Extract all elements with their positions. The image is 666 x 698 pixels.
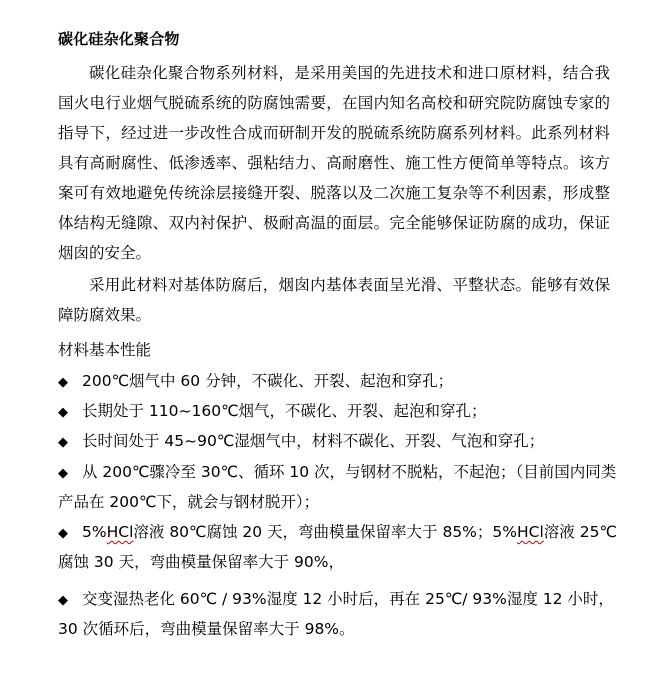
spellcheck-flagged-word: HCl	[106, 523, 134, 541]
bullet-item	[58, 585, 618, 644]
bullet-text-part: 5%	[82, 523, 107, 541]
bullet-text-part: 溶液 25℃腐蚀 30 天，弯曲模量保留率大于 90%，	[58, 523, 617, 571]
diamond-bullet-icon: ◆	[58, 375, 68, 390]
section-title: 材料基本性能	[58, 341, 152, 359]
diamond-bullet-icon: ◆	[58, 405, 68, 420]
bullet-text: 长期处于 110~160℃烟气，不碳化、开裂、起泡和穿孔；	[82, 402, 487, 420]
effect-paragraph: 采用此材料对基体防腐后，烟囱内基体表面呈光滑、平整状态。能够有效保障防腐效果。	[58, 276, 610, 324]
diamond-bullet-icon: ◆	[58, 435, 68, 450]
bullet-item	[58, 458, 618, 517]
bullet-item	[58, 518, 618, 577]
bullet-text: 长时间处于 45~90℃湿烟气中，材料不碳化、开裂、气泡和穿孔；	[82, 432, 545, 450]
bullet-item	[58, 427, 618, 457]
spellcheck-flagged-word: HCl	[517, 523, 544, 541]
bullet-item	[58, 397, 618, 427]
intro-paragraph: 碳化硅杂化聚合物系列材料，是采用美国的先进技术和进口原材料，结合我国火电行业烟气脱硫系统的防腐蚀需要，在国内知名高校和研究院防腐蚀专家的指导下，经过进一步改性合成而研制开发的脱硫系统防腐系列材料。此系列材料具有高耐腐性、低渗透率、强粘结力、高耐磨性、施工性方便简单等特点。该方案可有效地避免传统涂层接缝开裂、脱落以及二次施工复杂等不利因素，形成整体结构无缝隙、双内衬保护、极耐高温的面层。完全能够保证防腐的成功，保证烟囱的安全。	[58, 64, 610, 262]
diamond-bullet-icon: ◆	[58, 593, 68, 608]
bullet-text: 200℃烟气中 60 分钟，不碳化、开裂、起泡和穿孔；	[82, 372, 454, 390]
bullet-text-part: 溶液 80℃腐蚀 20 天，弯曲模量保留率大于 85%；5%	[133, 523, 517, 541]
bullet-text: 交变湿热老化 60℃ / 93%湿度 12 小时后，再在 25℃/ 93%湿度 12 小时，30 次循环后，弯曲模量保留率大于 98%。	[58, 590, 614, 638]
bullet-item	[58, 367, 618, 397]
diamond-bullet-icon: ◆	[58, 466, 68, 481]
diamond-bullet-icon: ◆	[58, 526, 68, 541]
bullet-text: 从 200℃骤冷至 30℃、循环 10 次，与钢材不脱粘，不起泡；（目前国内同类产品在 200℃下，就会与钢材脱开）；	[58, 463, 617, 511]
document-title: 碳化硅杂化聚合物	[58, 30, 180, 48]
